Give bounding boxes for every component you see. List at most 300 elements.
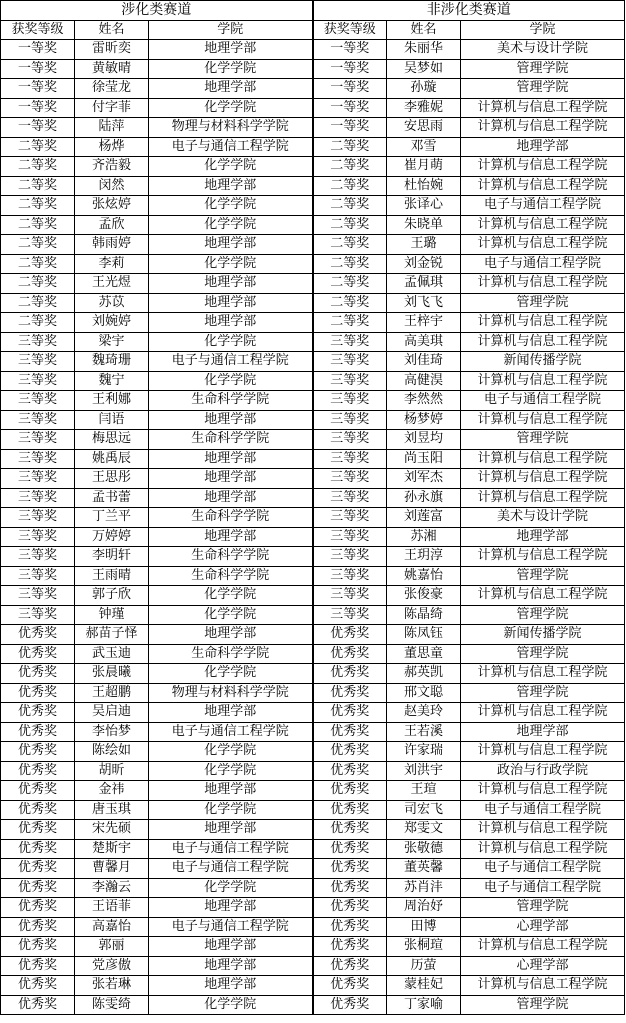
right-name-cell: 尚玉阳 — [387, 449, 461, 469]
right-name-cell: 安思雨 — [387, 118, 461, 138]
right-college-cell: 电子与通信工程学院 — [461, 800, 625, 820]
header-college-left: 学院 — [149, 20, 313, 40]
right-award-level-cell: 三等奖 — [313, 527, 387, 547]
table-row — [1, 274, 625, 294]
right-college-cell: 计算机与信息工程学院 — [461, 937, 625, 957]
left-name-cell: 姚禹辰 — [75, 449, 149, 469]
right-college-cell: 计算机与信息工程学院 — [461, 371, 625, 391]
table-row — [1, 644, 625, 664]
left-award-level-cell: 优秀奖 — [1, 703, 75, 723]
left-award-level-cell: 二等奖 — [1, 274, 75, 294]
left-college-cell: 化学学院 — [149, 332, 313, 352]
table-row — [1, 196, 625, 216]
right-college-cell: 管理学院 — [461, 683, 625, 703]
right-award-level-cell: 三等奖 — [313, 605, 387, 625]
right-college-cell: 新闻传播学院 — [461, 625, 625, 645]
right-name-cell: 高健淏 — [387, 371, 461, 391]
table-row — [1, 430, 625, 450]
left-award-level-cell: 优秀奖 — [1, 742, 75, 762]
table-row — [1, 683, 625, 703]
right-name-cell: 邢文聪 — [387, 683, 461, 703]
left-name-cell: 丁兰平 — [75, 508, 149, 528]
left-award-level-cell: 二等奖 — [1, 313, 75, 333]
left-college-cell: 化学学院 — [149, 800, 313, 820]
right-name-cell: 刘金锐 — [387, 254, 461, 274]
right-college-cell: 计算机与信息工程学院 — [461, 820, 625, 840]
right-name-cell: 李雅妮 — [387, 98, 461, 118]
right-college-cell: 管理学院 — [461, 566, 625, 586]
left-college-cell: 地理学部 — [149, 293, 313, 313]
right-college-cell: 管理学院 — [461, 79, 625, 99]
right-college-cell: 计算机与信息工程学院 — [461, 313, 625, 333]
right-award-level-cell: 优秀奖 — [313, 742, 387, 762]
right-college-cell: 电子与通信工程学院 — [461, 859, 625, 879]
right-name-cell: 许家瑞 — [387, 742, 461, 762]
right-college-cell: 计算机与信息工程学院 — [461, 332, 625, 352]
right-college-cell: 计算机与信息工程学院 — [461, 176, 625, 196]
left-award-level-cell: 优秀奖 — [1, 722, 75, 742]
right-award-level-cell: 优秀奖 — [313, 683, 387, 703]
left-college-cell: 地理学部 — [149, 898, 313, 918]
left-name-cell: 梅思远 — [75, 430, 149, 450]
table-row — [1, 293, 625, 313]
right-name-cell: 丁家喻 — [387, 995, 461, 1015]
left-award-level-cell: 三等奖 — [1, 352, 75, 372]
right-name-cell: 周治妤 — [387, 898, 461, 918]
left-name-cell: 苏苡 — [75, 293, 149, 313]
left-name-cell: 李怡梦 — [75, 722, 149, 742]
left-college-cell: 地理学部 — [149, 79, 313, 99]
left-college-cell: 地理学部 — [149, 625, 313, 645]
right-college-cell: 计算机与信息工程学院 — [461, 703, 625, 723]
table-row — [1, 449, 625, 469]
right-college-cell: 计算机与信息工程学院 — [461, 235, 625, 255]
right-award-level-cell: 优秀奖 — [313, 800, 387, 820]
table-row — [1, 566, 625, 586]
header-name-left: 姓名 — [75, 20, 149, 40]
right-college-cell: 管理学院 — [461, 605, 625, 625]
right-name-cell: 姚嘉怡 — [387, 566, 461, 586]
header-name-right: 姓名 — [387, 20, 461, 40]
right-award-level-cell: 三等奖 — [313, 449, 387, 469]
right-name-cell: 孟佩琪 — [387, 274, 461, 294]
left-name-cell: 郭子欣 — [75, 586, 149, 606]
right-name-cell: 张俊豪 — [387, 586, 461, 606]
table-row — [1, 839, 625, 859]
table-row — [1, 527, 625, 547]
left-college-cell: 化学学院 — [149, 605, 313, 625]
right-name-cell: 王玥淳 — [387, 547, 461, 567]
left-award-level-cell: 一等奖 — [1, 118, 75, 138]
right-award-level-cell: 二等奖 — [313, 274, 387, 294]
right-award-level-cell: 优秀奖 — [313, 976, 387, 996]
left-name-cell: 付字菲 — [75, 98, 149, 118]
right-name-cell: 王若溪 — [387, 722, 461, 742]
left-award-level-cell: 优秀奖 — [1, 664, 75, 684]
table-row — [1, 917, 625, 937]
right-award-level-cell: 三等奖 — [313, 566, 387, 586]
right-award-level-cell: 三等奖 — [313, 508, 387, 528]
right-name-cell: 赵美玲 — [387, 703, 461, 723]
table-row — [1, 371, 625, 391]
right-name-cell: 郝英凯 — [387, 664, 461, 684]
right-college-cell: 新闻传播学院 — [461, 352, 625, 372]
left-name-cell: 梁宇 — [75, 332, 149, 352]
left-name-cell: 曹馨月 — [75, 859, 149, 879]
right-award-level-cell: 三等奖 — [313, 410, 387, 430]
left-name-cell: 宋先硕 — [75, 820, 149, 840]
left-name-cell: 徐莹龙 — [75, 79, 149, 99]
right-name-cell: 朱晓单 — [387, 215, 461, 235]
table-row — [1, 469, 625, 489]
right-name-cell: 刘莲富 — [387, 508, 461, 528]
table-row — [1, 254, 625, 274]
left-award-level-cell: 优秀奖 — [1, 878, 75, 898]
left-award-level-cell: 三等奖 — [1, 410, 75, 430]
left-name-cell: 张晨曦 — [75, 664, 149, 684]
table-row — [1, 898, 625, 918]
left-award-level-cell: 优秀奖 — [1, 683, 75, 703]
left-name-cell: 楚斯宇 — [75, 839, 149, 859]
right-award-level-cell: 优秀奖 — [313, 664, 387, 684]
right-college-cell: 地理学部 — [461, 137, 625, 157]
right-college-cell: 计算机与信息工程学院 — [461, 98, 625, 118]
left-college-cell: 生命科学学院 — [149, 644, 313, 664]
right-college-cell: 管理学院 — [461, 644, 625, 664]
left-college-cell: 地理学部 — [149, 976, 313, 996]
right-award-level-cell: 三等奖 — [313, 391, 387, 411]
right-award-level-cell: 一等奖 — [313, 59, 387, 79]
right-award-level-cell: 优秀奖 — [313, 703, 387, 723]
left-award-level-cell: 优秀奖 — [1, 839, 75, 859]
left-college-cell: 地理学部 — [149, 274, 313, 294]
right-name-cell: 司宏飞 — [387, 800, 461, 820]
left-college-cell: 电子与通信工程学院 — [149, 917, 313, 937]
left-college-cell: 电子与通信工程学院 — [149, 839, 313, 859]
right-college-cell: 美术与设计学院 — [461, 508, 625, 528]
right-college-cell: 管理学院 — [461, 430, 625, 450]
right-name-cell: 郑雯文 — [387, 820, 461, 840]
left-name-cell: 闵然 — [75, 176, 149, 196]
right-name-cell: 张桐瑄 — [387, 937, 461, 957]
left-award-level-cell: 三等奖 — [1, 586, 75, 606]
left-award-level-cell: 三等奖 — [1, 332, 75, 352]
left-name-cell: 陈雯绮 — [75, 995, 149, 1015]
left-award-level-cell: 优秀奖 — [1, 859, 75, 879]
right-college-cell: 计算机与信息工程学院 — [461, 157, 625, 177]
header-college-right: 学院 — [461, 20, 625, 40]
right-name-cell: 杜怡婉 — [387, 176, 461, 196]
left-award-level-cell: 一等奖 — [1, 79, 75, 99]
left-name-cell: 吴启迪 — [75, 703, 149, 723]
left-college-cell: 化学学院 — [149, 215, 313, 235]
right-name-cell: 李然然 — [387, 391, 461, 411]
right-college-cell: 计算机与信息工程学院 — [461, 742, 625, 762]
right-award-level-cell: 三等奖 — [313, 332, 387, 352]
left-college-cell: 化学学院 — [149, 878, 313, 898]
left-college-cell: 地理学部 — [149, 488, 313, 508]
left-award-level-cell: 二等奖 — [1, 293, 75, 313]
left-college-cell: 地理学部 — [149, 956, 313, 976]
left-award-level-cell: 二等奖 — [1, 176, 75, 196]
left-name-cell: 魏琦珊 — [75, 352, 149, 372]
right-name-cell: 孙永旗 — [387, 488, 461, 508]
left-college-cell: 地理学部 — [149, 313, 313, 333]
left-name-cell: 张若琳 — [75, 976, 149, 996]
left-name-cell: 王思彤 — [75, 469, 149, 489]
right-name-cell: 董思童 — [387, 644, 461, 664]
left-name-cell: 王利娜 — [75, 391, 149, 411]
left-name-cell: 孟欣 — [75, 215, 149, 235]
left-college-cell: 生命科学学院 — [149, 508, 313, 528]
left-name-cell: 郝苗子怿 — [75, 625, 149, 645]
left-college-cell: 电子与通信工程学院 — [149, 137, 313, 157]
left-college-cell: 生命科学学院 — [149, 566, 313, 586]
right-name-cell: 王瑄 — [387, 781, 461, 801]
right-award-level-cell: 优秀奖 — [313, 859, 387, 879]
right-award-level-cell: 优秀奖 — [313, 625, 387, 645]
table-row — [1, 235, 625, 255]
right-award-level-cell: 优秀奖 — [313, 839, 387, 859]
left-award-level-cell: 二等奖 — [1, 157, 75, 177]
left-college-cell: 化学学院 — [149, 98, 313, 118]
table-row — [1, 995, 625, 1015]
right-award-level-cell: 优秀奖 — [313, 878, 387, 898]
left-award-level-cell: 优秀奖 — [1, 937, 75, 957]
left-award-level-cell: 三等奖 — [1, 547, 75, 567]
left-college-cell: 生命科学学院 — [149, 547, 313, 567]
right-award-level-cell: 三等奖 — [313, 371, 387, 391]
left-college-cell: 地理学部 — [149, 527, 313, 547]
left-name-cell: 郭丽 — [75, 937, 149, 957]
left-college-cell: 地理学部 — [149, 410, 313, 430]
left-award-level-cell: 三等奖 — [1, 605, 75, 625]
right-name-cell: 陈凤钰 — [387, 625, 461, 645]
left-name-cell: 韩雨婷 — [75, 235, 149, 255]
left-award-level-cell: 三等奖 — [1, 469, 75, 489]
left-award-level-cell: 二等奖 — [1, 235, 75, 255]
right-college-cell: 计算机与信息工程学院 — [461, 781, 625, 801]
right-name-cell: 王璐 — [387, 235, 461, 255]
right-college-cell: 计算机与信息工程学院 — [461, 664, 625, 684]
right-name-cell: 陈晶绮 — [387, 605, 461, 625]
left-college-cell: 化学学院 — [149, 742, 313, 762]
left-award-level-cell: 优秀奖 — [1, 917, 75, 937]
right-award-level-cell: 二等奖 — [313, 137, 387, 157]
right-college-cell: 计算机与信息工程学院 — [461, 547, 625, 567]
left-name-cell: 李莉 — [75, 254, 149, 274]
left-college-cell: 地理学部 — [149, 781, 313, 801]
table-row — [1, 488, 625, 508]
left-name-cell: 张炫婷 — [75, 196, 149, 216]
left-award-level-cell: 一等奖 — [1, 59, 75, 79]
header-award-level-left: 获奖等级 — [1, 20, 75, 40]
right-award-level-cell: 优秀奖 — [313, 722, 387, 742]
right-award-level-cell: 二等奖 — [313, 176, 387, 196]
left-name-cell: 李瀚云 — [75, 878, 149, 898]
left-college-cell: 地理学部 — [149, 449, 313, 469]
table-row — [1, 878, 625, 898]
right-name-cell: 田博 — [387, 917, 461, 937]
right-college-cell: 管理学院 — [461, 59, 625, 79]
left-college-cell: 化学学院 — [149, 157, 313, 177]
left-name-cell: 党彦傲 — [75, 956, 149, 976]
right-college-cell: 计算机与信息工程学院 — [461, 469, 625, 489]
left-name-cell: 胡昕 — [75, 761, 149, 781]
right-name-cell: 张敬德 — [387, 839, 461, 859]
left-award-level-cell: 优秀奖 — [1, 781, 75, 801]
left-name-cell: 王光煜 — [75, 274, 149, 294]
right-name-cell: 蒙桂妃 — [387, 976, 461, 996]
right-award-level-cell: 一等奖 — [313, 118, 387, 138]
right-award-level-cell: 三等奖 — [313, 488, 387, 508]
right-name-cell: 高美琪 — [387, 332, 461, 352]
right-college-cell: 地理学部 — [461, 527, 625, 547]
right-college-cell: 管理学院 — [461, 293, 625, 313]
table-row — [1, 332, 625, 352]
right-name-cell: 苏湘 — [387, 527, 461, 547]
left-name-cell: 金祎 — [75, 781, 149, 801]
left-name-cell: 王雨晴 — [75, 566, 149, 586]
table-row — [1, 118, 625, 138]
right-name-cell: 邓雪 — [387, 137, 461, 157]
left-name-cell: 闫语 — [75, 410, 149, 430]
right-name-cell: 刘佳琦 — [387, 352, 461, 372]
track-title-left: 涉化类赛道 — [1, 1, 313, 21]
left-college-cell: 电子与通信工程学院 — [149, 352, 313, 372]
right-award-level-cell: 二等奖 — [313, 235, 387, 255]
left-college-cell: 化学学院 — [149, 664, 313, 684]
left-college-cell: 地理学部 — [149, 176, 313, 196]
table-row — [1, 79, 625, 99]
table-row — [1, 508, 625, 528]
table-row — [1, 313, 625, 333]
right-award-level-cell: 二等奖 — [313, 254, 387, 274]
table-row — [1, 40, 625, 60]
left-college-cell: 地理学部 — [149, 40, 313, 60]
table-row — [1, 137, 625, 157]
right-college-cell: 计算机与信息工程学院 — [461, 976, 625, 996]
track-title-row — [1, 1, 625, 21]
left-award-level-cell: 二等奖 — [1, 137, 75, 157]
table-row — [1, 761, 625, 781]
left-award-level-cell: 二等奖 — [1, 254, 75, 274]
right-award-level-cell: 二等奖 — [313, 157, 387, 177]
right-award-level-cell: 优秀奖 — [313, 761, 387, 781]
right-college-cell: 计算机与信息工程学院 — [461, 839, 625, 859]
right-award-level-cell: 优秀奖 — [313, 644, 387, 664]
right-college-cell: 计算机与信息工程学院 — [461, 215, 625, 235]
right-name-cell: 王梓宇 — [387, 313, 461, 333]
right-name-cell: 张译心 — [387, 196, 461, 216]
left-award-level-cell: 三等奖 — [1, 371, 75, 391]
table-row — [1, 98, 625, 118]
right-college-cell: 计算机与信息工程学院 — [461, 118, 625, 138]
left-award-level-cell: 优秀奖 — [1, 644, 75, 664]
right-name-cell: 杨梦婷 — [387, 410, 461, 430]
left-name-cell: 刘婉婷 — [75, 313, 149, 333]
left-award-level-cell: 二等奖 — [1, 215, 75, 235]
left-award-level-cell: 三等奖 — [1, 508, 75, 528]
left-award-level-cell: 三等奖 — [1, 566, 75, 586]
left-college-cell: 化学学院 — [149, 586, 313, 606]
header-award-level-right: 获奖等级 — [313, 20, 387, 40]
right-award-level-cell: 一等奖 — [313, 98, 387, 118]
right-award-level-cell: 优秀奖 — [313, 898, 387, 918]
table-row — [1, 391, 625, 411]
table-row — [1, 176, 625, 196]
table-row — [1, 859, 625, 879]
left-college-cell: 物理与材料科学学院 — [149, 118, 313, 138]
left-award-level-cell: 优秀奖 — [1, 761, 75, 781]
left-name-cell: 钟瑾 — [75, 605, 149, 625]
right-name-cell: 吴梦如 — [387, 59, 461, 79]
table-row — [1, 215, 625, 235]
right-award-level-cell: 三等奖 — [313, 469, 387, 489]
left-college-cell: 物理与材料科学学院 — [149, 683, 313, 703]
table-row — [1, 703, 625, 723]
left-college-cell: 生命科学学院 — [149, 430, 313, 450]
left-name-cell: 齐浩毅 — [75, 157, 149, 177]
left-college-cell: 电子与通信工程学院 — [149, 722, 313, 742]
right-award-level-cell: 二等奖 — [313, 196, 387, 216]
left-award-level-cell: 一等奖 — [1, 98, 75, 118]
right-college-cell: 计算机与信息工程学院 — [461, 488, 625, 508]
left-name-cell: 陆萍 — [75, 118, 149, 138]
right-award-level-cell: 三等奖 — [313, 547, 387, 567]
left-award-level-cell: 三等奖 — [1, 430, 75, 450]
left-college-cell: 化学学院 — [149, 254, 313, 274]
left-award-level-cell: 一等奖 — [1, 40, 75, 60]
left-name-cell: 万婷婷 — [75, 527, 149, 547]
right-award-level-cell: 三等奖 — [313, 352, 387, 372]
right-college-cell: 电子与通信工程学院 — [461, 196, 625, 216]
right-college-cell: 政治与行政学院 — [461, 761, 625, 781]
right-name-cell: 朱丽华 — [387, 40, 461, 60]
left-award-level-cell: 优秀奖 — [1, 820, 75, 840]
right-award-level-cell: 优秀奖 — [313, 781, 387, 801]
left-name-cell: 王语菲 — [75, 898, 149, 918]
left-name-cell: 武玉迪 — [75, 644, 149, 664]
left-college-cell: 电子与通信工程学院 — [149, 859, 313, 879]
left-college-cell: 化学学院 — [149, 761, 313, 781]
table-row — [1, 956, 625, 976]
table-row — [1, 605, 625, 625]
left-college-cell: 生命科学学院 — [149, 391, 313, 411]
right-college-cell: 计算机与信息工程学院 — [461, 410, 625, 430]
left-award-level-cell: 优秀奖 — [1, 976, 75, 996]
left-name-cell: 李明轩 — [75, 547, 149, 567]
left-award-level-cell: 三等奖 — [1, 488, 75, 508]
right-college-cell: 心理学部 — [461, 917, 625, 937]
left-award-level-cell: 优秀奖 — [1, 956, 75, 976]
right-college-cell: 管理学院 — [461, 898, 625, 918]
table-row — [1, 742, 625, 762]
right-award-level-cell: 二等奖 — [313, 313, 387, 333]
left-name-cell: 黄敏晴 — [75, 59, 149, 79]
left-name-cell: 雷昕奕 — [75, 40, 149, 60]
right-award-level-cell: 三等奖 — [313, 430, 387, 450]
table-row — [1, 547, 625, 567]
right-college-cell: 管理学院 — [461, 995, 625, 1015]
left-name-cell: 唐玉琪 — [75, 800, 149, 820]
left-award-level-cell: 优秀奖 — [1, 625, 75, 645]
left-name-cell: 王超鹏 — [75, 683, 149, 703]
table-row — [1, 800, 625, 820]
table-row — [1, 410, 625, 430]
right-award-level-cell: 二等奖 — [313, 215, 387, 235]
right-name-cell: 历萤 — [387, 956, 461, 976]
